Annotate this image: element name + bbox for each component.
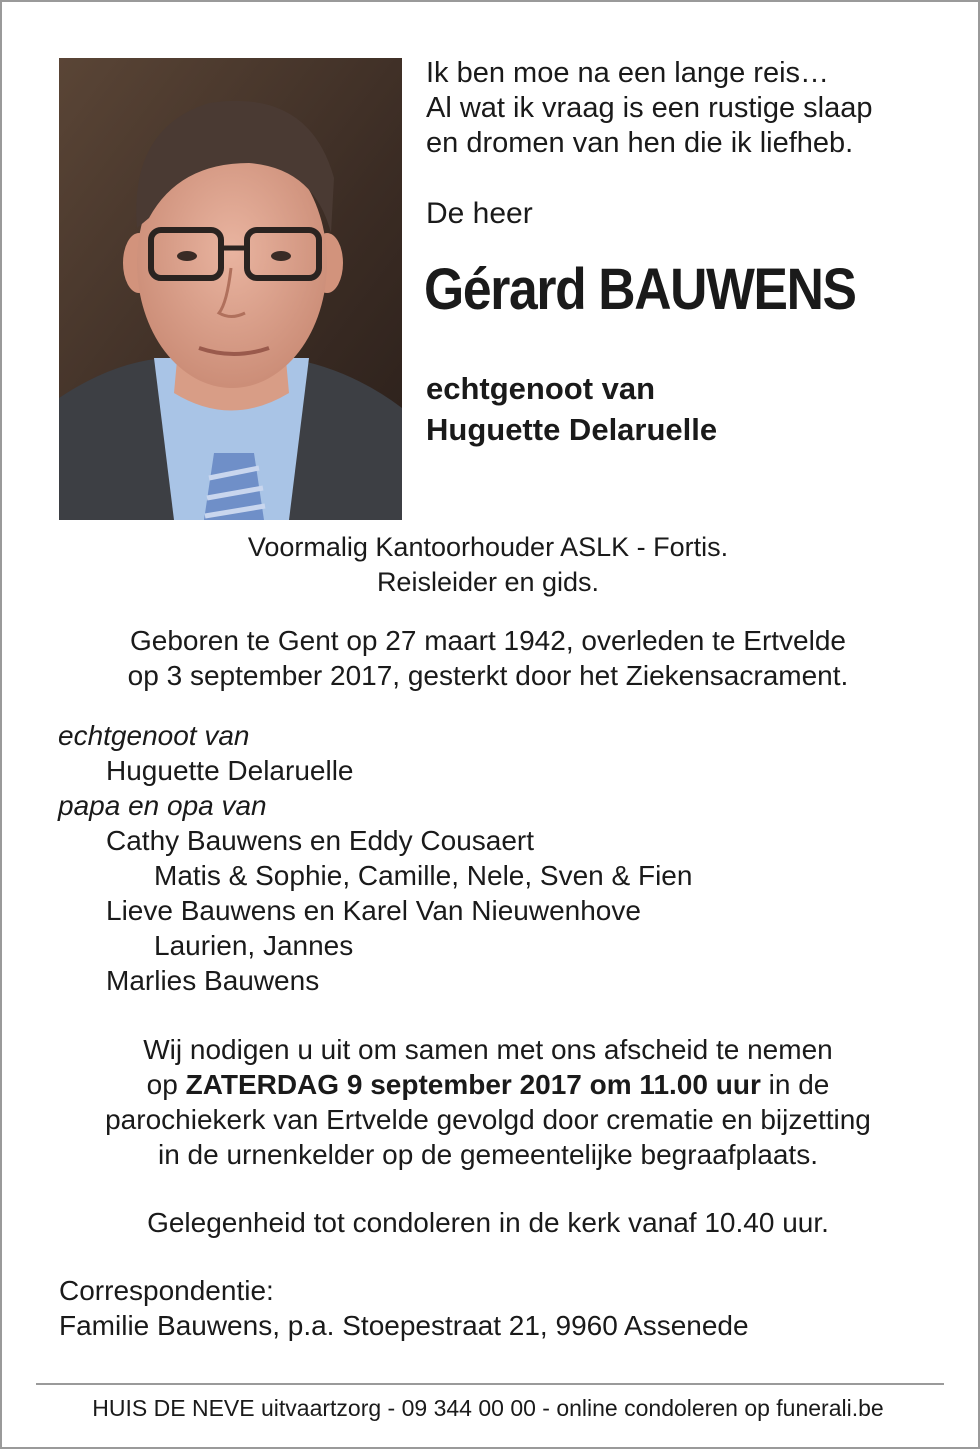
title-prefix: De heer	[426, 197, 533, 230]
portrait-illustration	[59, 58, 402, 520]
spouse-label: echtgenoot van	[58, 720, 250, 751]
condolence-note: Gelegenheid tot condoleren in de kerk vanaf 10.40 uur.	[147, 1207, 829, 1238]
funeral-home-footer: HUIS DE NEVE uitvaartzorg - 09 344 00 00 - online condoleren op funerali.be	[92, 1395, 884, 1421]
family-list	[58, 718, 692, 998]
profession-line: Reisleider en gids.	[376, 567, 600, 597]
profession	[0, 530, 976, 600]
profession-line: Voormalig Kantoorhouder ASLK - Fortis.	[247, 532, 729, 562]
poem-line: en dromen van hen die ik liefheb.	[426, 127, 854, 159]
invitation-prefix: op	[146, 1069, 186, 1100]
funeral-date: ZATERDAG 9 september 2017 om 11.00 uur	[185, 1069, 761, 1100]
birth-line: Geboren te Gent op 27 maart 1942, overleden te Ertvelde	[129, 625, 846, 656]
correspondence-label: Correspondentie:	[59, 1275, 274, 1306]
invitation-line: parochiekerk van Ertvelde gevolgd door crematie en bijzetting	[105, 1104, 871, 1135]
invitation-line: in de urnenkelder op de gemeentelijke begraafplaats.	[157, 1139, 818, 1170]
spouse-name: Huguette Delaruelle	[106, 755, 354, 786]
spouse-heading-label: echtgenoot van	[426, 371, 656, 406]
spouse-heading	[426, 368, 717, 450]
birth-death-details	[0, 623, 976, 693]
invitation-line: Wij nodigen u uit om samen met ons afscheid te nemen	[143, 1034, 833, 1065]
poem	[426, 56, 873, 161]
portrait-photo	[59, 58, 402, 520]
correspondence-address: Familie Bauwens, p.a. Stoepestraat 21, 9960 Assenede	[59, 1310, 749, 1341]
grandchildren-entry: Matis & Sophie, Camille, Nele, Sven & Fien	[154, 860, 693, 891]
invitation-suffix: in de	[760, 1069, 830, 1100]
children-label: papa en opa van	[58, 790, 267, 821]
grandchildren-entry: Laurien, Jannes	[154, 930, 354, 961]
poem-line: Ik ben moe na een lange reis…	[426, 57, 830, 89]
funeral-invitation	[0, 1032, 976, 1172]
child-entry: Cathy Bauwens en Eddy Cousaert	[106, 825, 535, 856]
death-line: op 3 september 2017, gesterkt door het Ziekensacrament.	[127, 660, 849, 691]
invitation-date-line	[0, 1067, 976, 1102]
correspondence	[59, 1273, 749, 1343]
child-entry: Lieve Bauwens en Karel Van Nieuwenhove	[106, 895, 641, 926]
deceased-name: Gérard BAUWENS	[424, 257, 856, 322]
footer-divider	[36, 1383, 944, 1385]
poem-line: Al wat ik vraag is een rustige slaap	[426, 92, 873, 124]
child-entry: Marlies Bauwens	[106, 965, 320, 996]
spouse-heading-name: Huguette Delaruelle	[426, 412, 718, 447]
